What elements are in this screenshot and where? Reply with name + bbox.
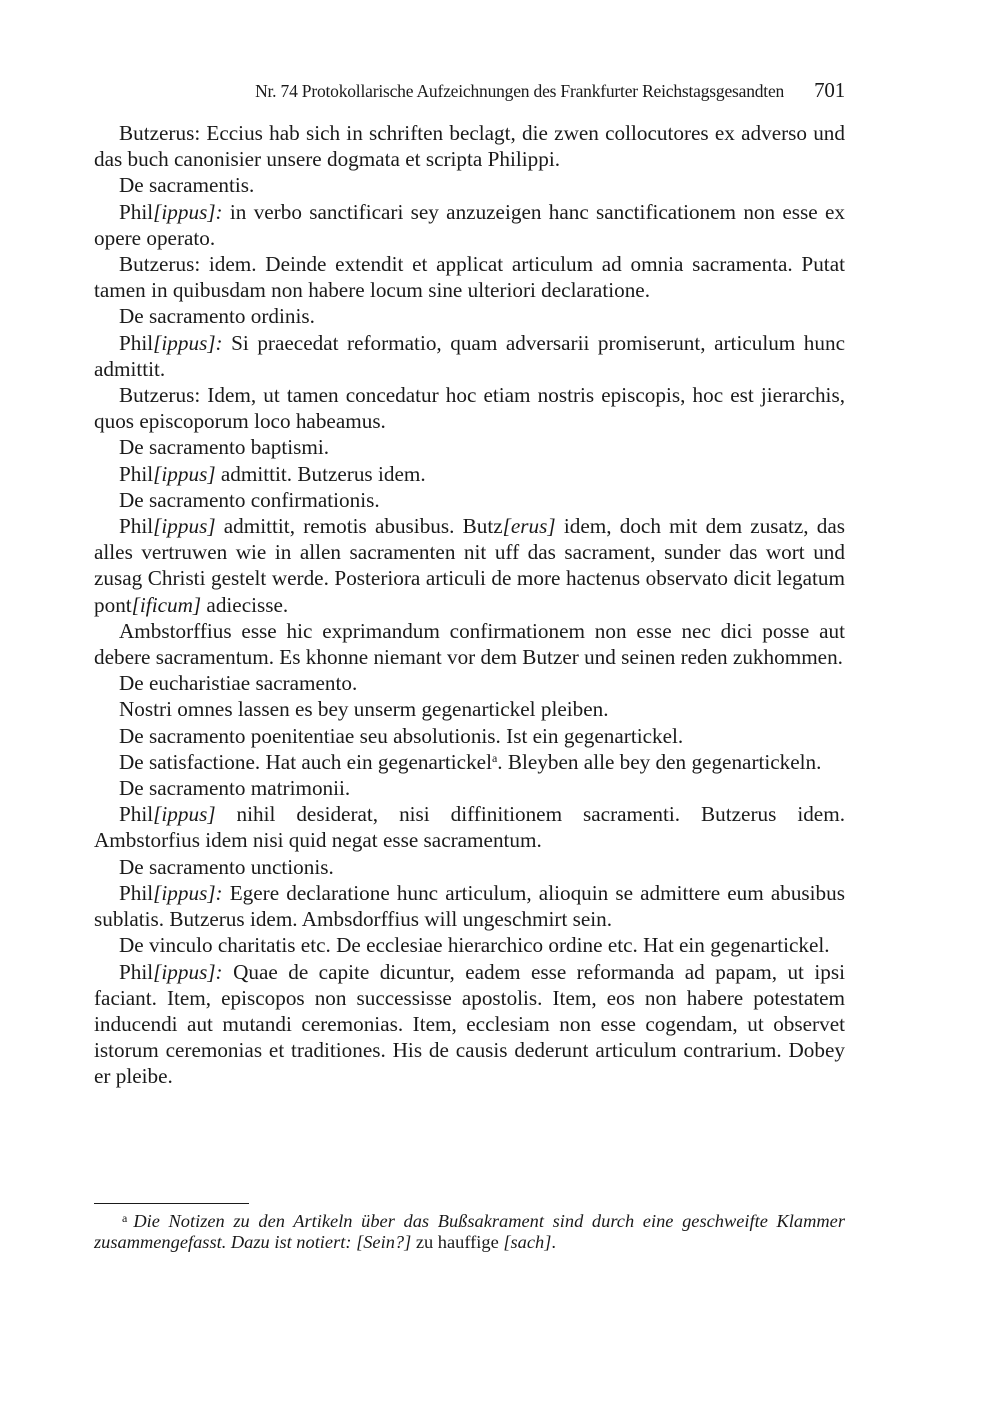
editorial-italic: [ificum] <box>131 592 202 617</box>
text-run: idem, doch mit dem zusatz, das alles vertruwen wie in allen sacramenten nit uff das sacrament, sunder das wort und zusag Christi gestelt werde. Posteriora articuli de more hactenus observato dicit legatum pont <box>94 514 845 617</box>
text-run: Si praecedat reformatio, quam adversarii promiserunt, articulum hunc admittit. <box>94 330 845 381</box>
editorial-italic: [sach] <box>503 1232 552 1252</box>
text-run: De sacramento baptismi. <box>119 435 330 460</box>
paragraph <box>94 172 845 198</box>
paragraph <box>94 618 845 670</box>
editorial-italic: [ippus]: <box>153 199 223 224</box>
paragraph <box>94 775 845 801</box>
editorial-italic: [ippus]: <box>153 959 223 984</box>
text-run: in verbo sanctificari sey anzuzeigen hanc sanctificationem non esse ex opere operato. <box>94 199 845 250</box>
text-run: De sacramento ordinis. <box>119 304 315 329</box>
text-run: De satisfactione. Hat auch ein gegenartickel <box>119 749 492 774</box>
text-run: De vinculo charitatis etc. De ecclesiae hierarchico ordine etc. Hat ein gegenartickel. <box>119 933 830 958</box>
text-run: Phil <box>119 880 154 905</box>
paragraph <box>94 513 845 618</box>
editorial-italic: [ippus]: <box>153 330 223 355</box>
text-run: admittit. Butzerus idem. <box>215 461 426 486</box>
footnote-a <box>94 1208 845 1253</box>
running-head-title: Nr. 74 Protokollarische Aufzeichnungen des Frankfurter Reichstagsgesandten <box>255 81 785 101</box>
text-run: . Bleyben alle bey den gegenartickeln. <box>497 749 822 774</box>
text-run: admittit, remotis abusibus. Butz <box>215 514 503 539</box>
editorial-italic: [ippus] <box>153 802 216 827</box>
editorial-italic: [ippus] <box>153 514 216 539</box>
text-run: Phil <box>119 959 154 984</box>
paragraph <box>94 723 845 749</box>
footnote-area <box>94 1203 845 1253</box>
paragraph <box>94 434 845 460</box>
paragraph <box>94 251 845 303</box>
text-run: Phil <box>119 802 154 827</box>
paragraph <box>94 461 845 487</box>
text-run: De sacramento poenitentiae seu absolutionis. Ist ein gegenartickel. <box>119 723 684 748</box>
text-run: De sacramento matrimonii. <box>119 776 351 801</box>
text-run: Egere declaratione hunc articulum, alioquin se admittere eum abusibus sublatis. Butzerus idem. Ambsdorffius will ungeschmirt sein. <box>94 880 845 932</box>
text-run: Butzerus: idem. Deinde extendit et applicat articulum ad omnia sacramenta. Putat tamen in quibusdam non habere locum sine ulteriori declaratione. <box>94 252 845 303</box>
text-run: De sacramento confirmationis. <box>119 487 380 512</box>
text-run: Phil <box>119 330 154 355</box>
editorial-italic: [ippus] <box>153 461 216 486</box>
editorial-italic: Die Notizen zu den Artikeln über das Bußsakrament sind durch eine geschweifte Klammer zusammengefasst. Dazu ist notiert: [Sein?] <box>94 1211 845 1252</box>
text-run: adiecisse. <box>201 592 289 617</box>
paragraph <box>94 959 845 1090</box>
paragraph <box>94 932 845 958</box>
text-run: . <box>551 1232 556 1252</box>
paragraph <box>94 120 845 172</box>
text-run: Phil <box>119 199 154 224</box>
running-head <box>94 78 845 108</box>
page-number: 701 <box>814 78 845 102</box>
editorial-italic: [erus] <box>502 514 556 539</box>
text-run: zu hauffige <box>411 1232 504 1252</box>
text-run: nihil desiderat, nisi diffinitionem sacramenti. Butzerus idem. Ambstorfius idem nisi quid negat esse sacramentum. <box>94 802 845 853</box>
paragraph <box>94 199 845 251</box>
body-text <box>94 120 845 1090</box>
text-run: Butzerus: Eccius hab sich in schriften beclagt, die zwen collocutores ex adverso und das buch canonisier unsere dogmata et scripta Philippi. <box>94 121 845 172</box>
text-run: Phil <box>119 461 154 486</box>
paragraph <box>94 854 845 880</box>
paragraph <box>94 382 845 434</box>
paragraph <box>94 880 845 932</box>
paragraph <box>94 303 845 329</box>
footnote-reference[interactable]: a <box>491 750 498 765</box>
paragraph <box>94 330 845 382</box>
text-run: Phil <box>119 514 154 539</box>
text-run: De sacramentis. <box>119 173 255 198</box>
paragraph <box>94 801 845 853</box>
paragraph <box>94 749 845 775</box>
text-run: De sacramento unctionis. <box>119 854 334 879</box>
text-run: Butzerus: Idem, ut tamen concedatur hoc etiam nostris episcopis, hoc est jierarchis, quos episcoporum loco habeamus. <box>94 383 845 434</box>
footnote-text <box>94 1211 845 1252</box>
editorial-italic: [ippus]: <box>153 880 223 905</box>
document-page <box>94 78 845 1090</box>
text-run: Quae de capite dicuntur, eadem esse reformanda ad papam, ut ipsi faciant. Item, episcopos non successisse apostolis. Item, eos non habere potestatem inducendi aut mutandi ceremonias. Item, ecclesiam non esse cogendam, ut observet istorum ceremonias et traditiones. His de causis dederunt articulum contrarium. Dobey er pleibe. <box>94 959 845 1089</box>
text-run: De eucharistiae sacramento. <box>119 671 358 696</box>
paragraph <box>94 670 845 696</box>
text-run: Ambstorffius esse hic exprimandum confirmationem non esse nec dici posse aut debere sacramentum. Es khonne niemant vor dem Butzer und seinen reden zukhommen. <box>94 618 845 670</box>
footnote-label: a <box>122 1211 128 1225</box>
text-run: Nostri omnes lassen es bey unserm gegenartickel pleiben. <box>119 697 609 722</box>
paragraph <box>94 696 845 722</box>
footnote-rule <box>94 1203 249 1204</box>
paragraph <box>94 487 845 513</box>
